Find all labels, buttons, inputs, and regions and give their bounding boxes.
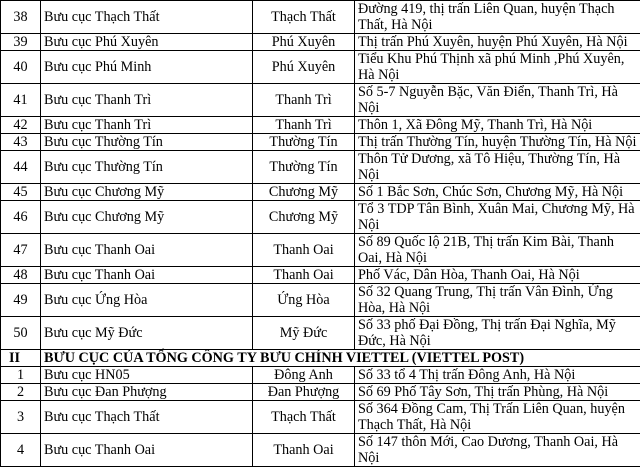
row-number: 40 xyxy=(1,51,41,84)
address: Tổ 3 TDP Tân Bình, Xuân Mai, Chương Mỹ, Hà Nội xyxy=(355,201,640,234)
district: Thạch Thất xyxy=(253,401,355,434)
address: Phố Vác, Dân Hòa, Thanh Oai, Hà Nội xyxy=(355,267,640,284)
district: Thanh Trì xyxy=(253,117,355,134)
address: Số 147 thôn Mới, Cao Dương, Thanh Oai, Hà Nội xyxy=(355,434,640,467)
table-row xyxy=(1,51,640,84)
row-number: 1 xyxy=(1,367,41,384)
table-row xyxy=(1,384,640,401)
address: Đường 419, thị trấn Liên Quan, huyện Thạch Thất, Hà Nội xyxy=(355,1,640,34)
row-number: 41 xyxy=(1,84,41,117)
district: Phú Xuyên xyxy=(253,51,355,84)
office-name: Bưu cục Thường Tín xyxy=(41,134,253,151)
address: Thôn 1, Xã Đông Mỹ, Thanh Trì, Hà Nội xyxy=(355,117,640,134)
table-row xyxy=(1,267,640,284)
table-row xyxy=(1,1,640,34)
office-name: Bưu cục Chương Mỹ xyxy=(41,201,253,234)
office-name: Bưu cục Thường Tín xyxy=(41,151,253,184)
office-name: Bưu cục Thanh Trì xyxy=(41,117,253,134)
row-number: 3 xyxy=(1,401,41,434)
address: Số 1 Bắc Sơn, Chúc Sơn, Chương Mỹ, Hà Nội xyxy=(355,184,640,201)
district: Mỹ Đức xyxy=(253,317,355,350)
row-number: 47 xyxy=(1,234,41,267)
address: Thị trấn Phú Xuyên, huyện Phú Xuyên, Hà Nội xyxy=(355,34,640,51)
row-number: 42 xyxy=(1,117,41,134)
table-row xyxy=(1,151,640,184)
table-row xyxy=(1,34,640,51)
row-number: 49 xyxy=(1,284,41,317)
office-name: Bưu cục Thạch Thất xyxy=(41,401,253,434)
row-number: 48 xyxy=(1,267,41,284)
row-number: 4 xyxy=(1,434,41,467)
address: Số 69 Phố Tây Sơn, Thị trấn Phùng, Hà Nội xyxy=(355,384,640,401)
office-name: Bưu cục Phú Minh xyxy=(41,51,253,84)
table-row xyxy=(1,84,640,117)
office-name: Bưu cục Mỹ Đức xyxy=(41,317,253,350)
section-title: BƯU CỤC CỦA TỔNG CÔNG TY BƯU CHÍNH VIETTEL (VIETTEL POST) xyxy=(41,350,640,367)
district: Thường Tín xyxy=(253,134,355,151)
office-name: Bưu cục Chương Mỹ xyxy=(41,184,253,201)
row-number: 46 xyxy=(1,201,41,234)
address: Thôn Tử Dương, xã Tô Hiệu, Thường Tín, Hà Nội xyxy=(355,151,640,184)
office-name: Bưu cục Phú Xuyên xyxy=(41,34,253,51)
district: Thanh Oai xyxy=(253,434,355,467)
office-name: Bưu cục Thanh Trì xyxy=(41,84,253,117)
district: Ứng Hòa xyxy=(253,284,355,317)
office-name: Bưu cục HN05 xyxy=(41,367,253,384)
district: Thường Tín xyxy=(253,151,355,184)
address: Thị trấn Thường Tín, huyện Thường Tín, Hà Nội xyxy=(355,134,640,151)
section-number: II xyxy=(1,350,41,367)
address: Số 32 Quang Trung, Thị trấn Vân Đình, Ứng Hòa, Hà Nội xyxy=(355,284,640,317)
table-row xyxy=(1,434,640,467)
table-row xyxy=(1,201,640,234)
address: Tiểu Khu Phú Thịnh xã phú Minh ,Phú Xuyên, Hà Nội xyxy=(355,51,640,84)
row-number: 45 xyxy=(1,184,41,201)
table-row xyxy=(1,367,640,384)
district: Thạch Thất xyxy=(253,1,355,34)
office-name: Bưu cục Thạch Thất xyxy=(41,1,253,34)
row-number: 44 xyxy=(1,151,41,184)
office-name: Bưu cục Thanh Oai xyxy=(41,267,253,284)
table-row xyxy=(1,317,640,350)
address: Số 33 tổ 4 Thị trấn Đông Anh, Hà Nội xyxy=(355,367,640,384)
row-number: 50 xyxy=(1,317,41,350)
office-name: Bưu cục Thanh Oai xyxy=(41,234,253,267)
row-number: 43 xyxy=(1,134,41,151)
office-name: Bưu cục Thanh Oai xyxy=(41,434,253,467)
table-row xyxy=(1,134,640,151)
row-number: 39 xyxy=(1,34,41,51)
district: Thanh Oai xyxy=(253,267,355,284)
district: Chương Mỹ xyxy=(253,184,355,201)
table-row xyxy=(1,117,640,134)
table-row xyxy=(1,184,640,201)
address: Số 89 Quốc lộ 21B, Thị trấn Kim Bài, Thanh Oai, Hà Nội xyxy=(355,234,640,267)
district: Thanh Trì xyxy=(253,84,355,117)
row-number: 38 xyxy=(1,1,41,34)
section-header-row xyxy=(1,350,640,367)
district: Đan Phượng xyxy=(253,384,355,401)
office-name: Bưu cục Ứng Hòa xyxy=(41,284,253,317)
address: Số 33 phố Đại Đồng, Thị trấn Đại Nghĩa, Mỹ Đức, Hà Nội xyxy=(355,317,640,350)
district: Đông Anh xyxy=(253,367,355,384)
district: Chương Mỹ xyxy=(253,201,355,234)
district: Thanh Oai xyxy=(253,234,355,267)
table-row xyxy=(1,401,640,434)
address: Số 5-7 Nguyễn Bặc, Văn Điển, Thanh Trì, Hà Nội xyxy=(355,84,640,117)
address: Số 364 Đồng Cam, Thị Trấn Liên Quan, huyện Thạch Thất, Hà Nội xyxy=(355,401,640,434)
table-row xyxy=(1,234,640,267)
table-row xyxy=(1,284,640,317)
row-number: 2 xyxy=(1,384,41,401)
office-name: Bưu cục Đan Phượng xyxy=(41,384,253,401)
district: Phú Xuyên xyxy=(253,34,355,51)
